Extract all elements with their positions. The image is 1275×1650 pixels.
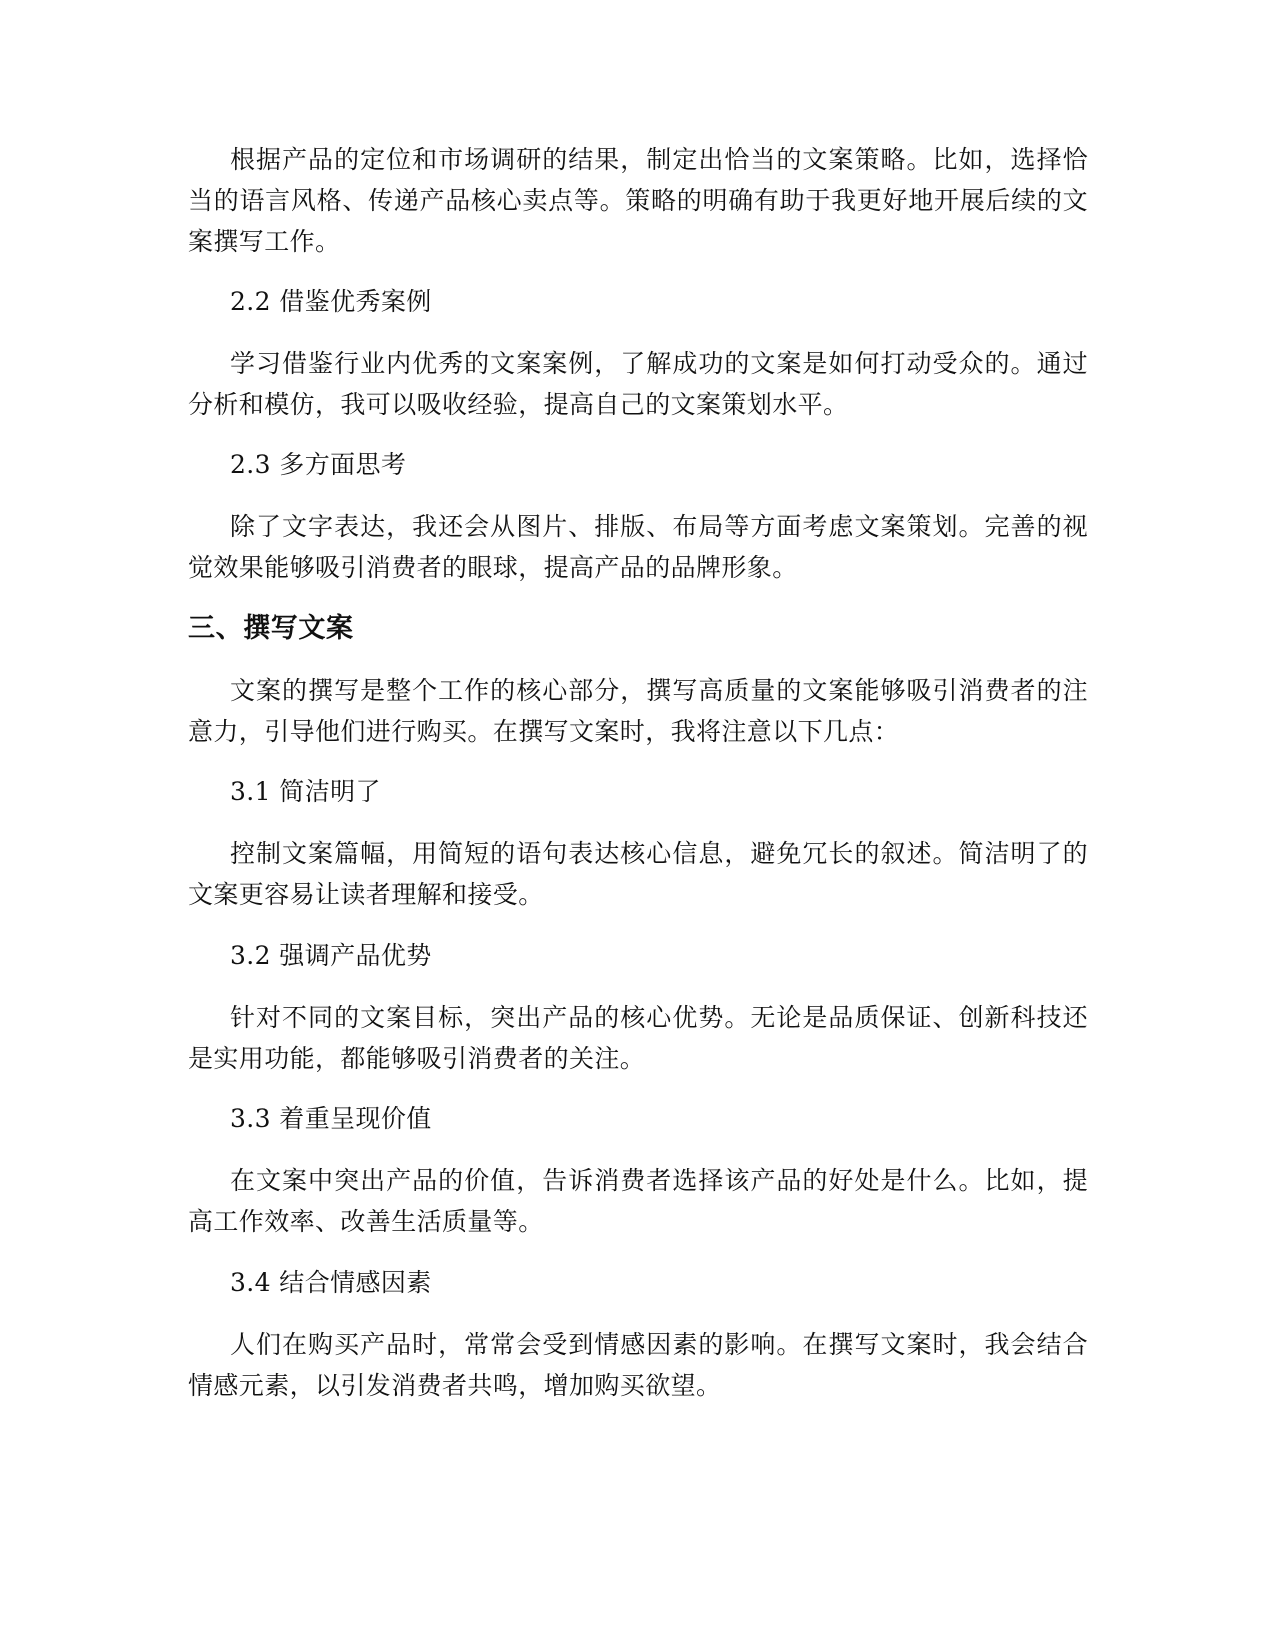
subheading-3-2: 3.2 强调产品优势 xyxy=(230,941,432,970)
paragraph-strategy: 根据产品的定位和市场调研的结果，制定出恰当的文案策略。比如，选择恰当的语言风格、传递产品核心卖点等。策略的明确有助于我更好地开展后续的文案撰写工作。 xyxy=(188,145,1088,256)
paragraph-3-3: 在文案中突出产品的价值，告诉消费者选择该产品的好处是什么。比如，提高工作效率、改善生活质量等。 xyxy=(188,1166,1088,1236)
paragraph-3-1: 控制文案篇幅，用简短的语句表达核心信息，避免冗长的叙述。简洁明了的文案更容易让读者理解和接受。 xyxy=(188,839,1088,909)
section-title-3: 三、撰写文案 xyxy=(188,613,354,644)
subheading-2-3: 2.3 多方面思考 xyxy=(230,450,407,479)
paragraph-2-2: 学习借鉴行业内优秀的文案案例，了解成功的文案是如何打动受众的。通过分析和模仿，我可以吸收经验，提高自己的文案策划水平。 xyxy=(188,349,1088,419)
subheading-3-4: 3.4 结合情感因素 xyxy=(230,1268,432,1297)
subheading-2-2: 2.2 借鉴优秀案例 xyxy=(230,287,432,316)
subheading-3-1: 3.1 简洁明了 xyxy=(230,777,381,806)
subheading-3-3: 3.3 着重呈现价值 xyxy=(230,1104,432,1133)
paragraph-3-4: 人们在购买产品时，常常会受到情感因素的影响。在撰写文案时，我会结合情感元素，以引发消费者共鸣，增加购买欲望。 xyxy=(188,1330,1088,1400)
paragraph-2-3: 除了文字表达，我还会从图片、排版、布局等方面考虑文案策划。完善的视觉效果能够吸引消费者的眼球，提高产品的品牌形象。 xyxy=(188,512,1088,582)
paragraph-3-2: 针对不同的文案目标，突出产品的核心优势。无论是品质保证、创新科技还是实用功能，都能够吸引消费者的关注。 xyxy=(188,1003,1088,1073)
paragraph-3-intro: 文案的撰写是整个工作的核心部分，撰写高质量的文案能够吸引消费者的注意力，引导他们进行购买。在撰写文案时，我将注意以下几点： xyxy=(188,676,1088,746)
